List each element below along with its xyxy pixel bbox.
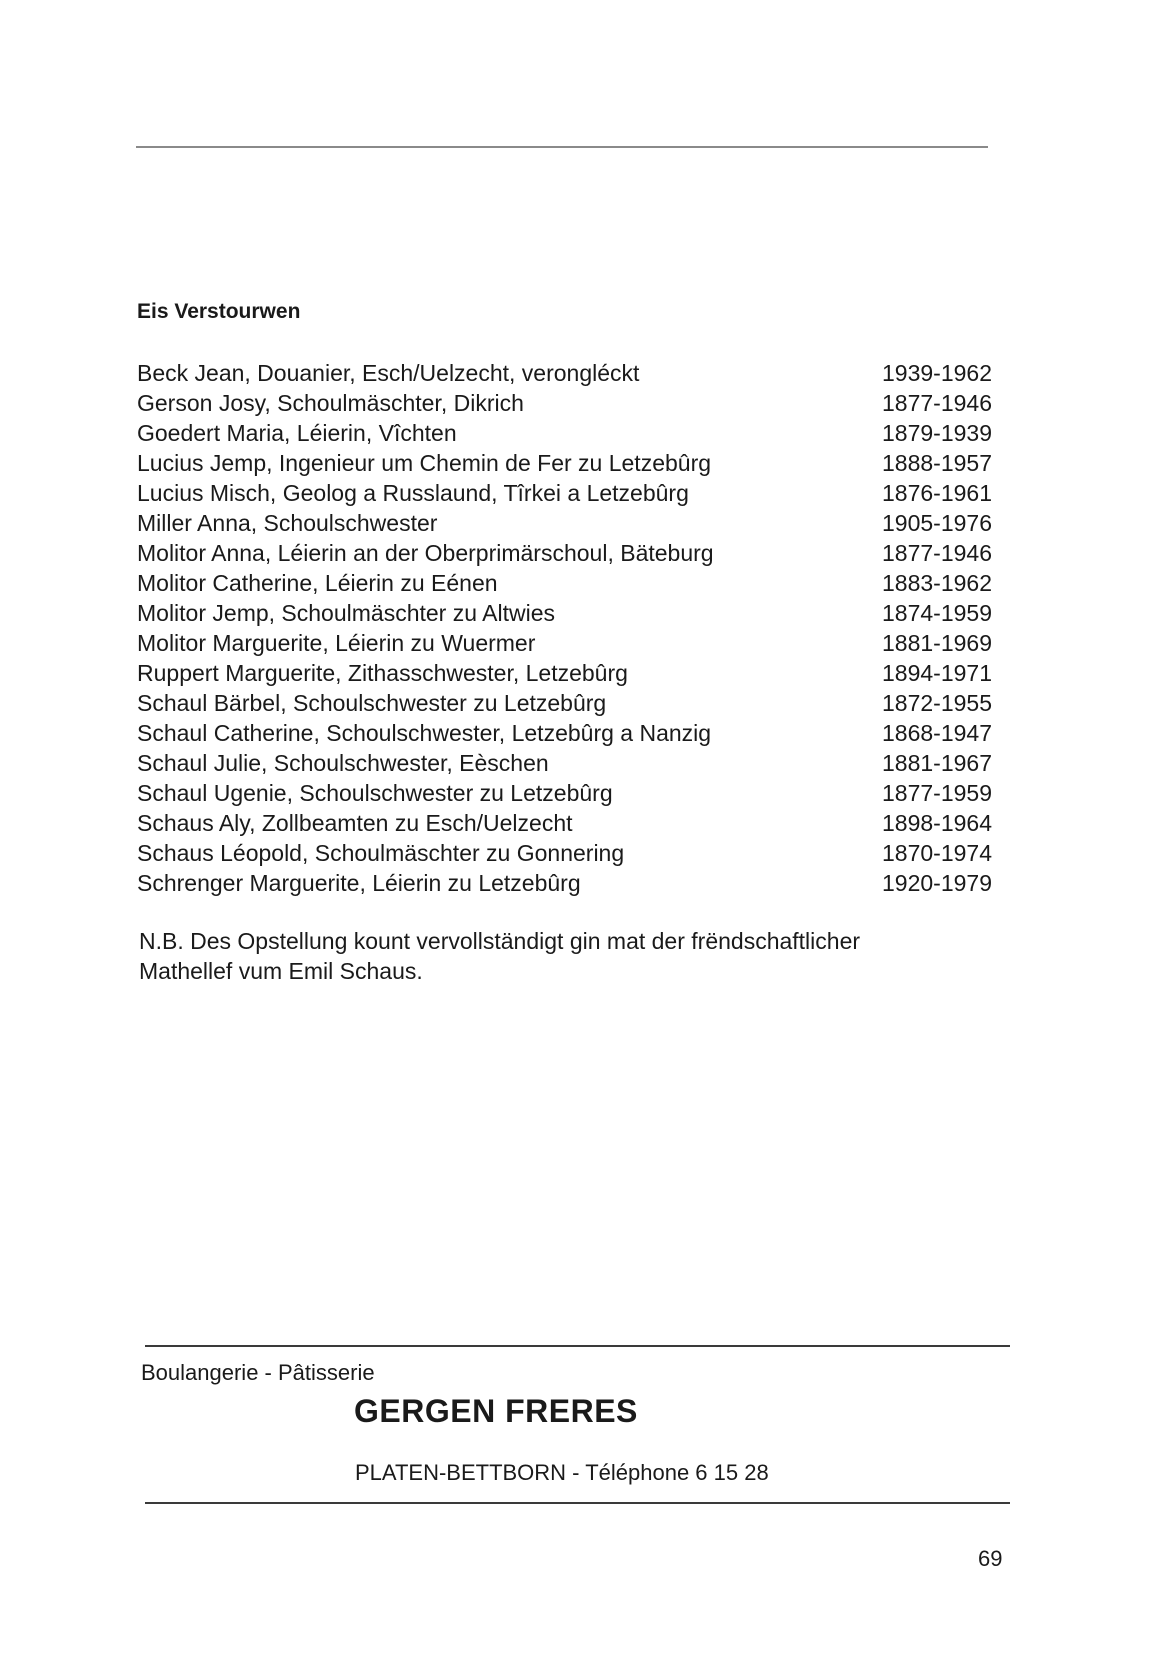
advert-business-name: GERGEN FRERES (354, 1393, 638, 1429)
entry-name: Schaul Catherine, Schoulschwester, Letzebûrg a Nanzig (137, 720, 712, 746)
list-item (137, 778, 992, 808)
section-heading: Eis Verstourwen (137, 300, 301, 323)
list-item (137, 718, 992, 748)
entry-years: 1877-1946 (882, 390, 992, 416)
entry-years: 1883-1962 (882, 570, 992, 596)
entry-name: Schaul Julie, Schoulschwester, Eèschen (137, 750, 549, 776)
entry-name: Schaus Léopold, Schoulmäschter zu Gonnering (137, 840, 625, 866)
list-item (137, 598, 992, 628)
entry-name: Lucius Jemp, Ingenieur um Chemin de Fer zu Letzebûrg (137, 450, 712, 476)
list-item (137, 808, 992, 838)
entry-years: 1872-1955 (882, 690, 992, 716)
note-line-1: N.B. Des Opstellung kount vervollständigt gin mat der frëndschaftlicher (139, 928, 861, 954)
entry-years: 1874-1959 (882, 600, 992, 626)
entry-name: Schaus Aly, Zollbeamten zu Esch/Uelzecht (137, 810, 573, 836)
entry-years: 1876-1961 (882, 480, 992, 506)
list-item (137, 418, 992, 448)
advert-bottom-rule (145, 1502, 1010, 1504)
top-rule (136, 146, 988, 148)
entry-name: Schaul Ugenie, Schoulschwester zu Letzebûrg (137, 780, 613, 806)
entry-years: 1879-1939 (882, 420, 992, 446)
entry-name: Miller Anna, Schoulschwester (137, 510, 438, 536)
entry-years: 1881-1969 (882, 630, 992, 656)
entry-name: Molitor Jemp, Schoulmäschter zu Altwies (137, 600, 555, 626)
list-item (137, 538, 992, 568)
list-item (137, 688, 992, 718)
entry-name: Schrenger Marguerite, Léierin zu Letzebûrg (137, 870, 581, 896)
entry-years: 1905-1976 (882, 510, 992, 536)
entry-name: Gerson Josy, Schoulmäschter, Dikrich (137, 390, 524, 416)
entry-years: 1881-1967 (882, 750, 992, 776)
entry-name: Molitor Catherine, Léierin zu Eénen (137, 570, 498, 596)
entry-years: 1894-1971 (882, 660, 992, 686)
entry-years: 1877-1946 (882, 540, 992, 566)
entry-name: Lucius Misch, Geolog a Russlaund, Tîrkei a Letzebûrg (137, 480, 689, 506)
list-item (137, 478, 992, 508)
advert-address: PLATEN-BETTBORN - Téléphone 6 15 28 (355, 1460, 769, 1485)
list-item (137, 568, 992, 598)
entry-years: 1868-1947 (882, 720, 992, 746)
note-paragraph (139, 926, 994, 986)
entry-name: Beck Jean, Douanier, Esch/Uelzecht, verongléckt (137, 360, 640, 386)
obituary-list (137, 358, 992, 898)
entry-name: Schaul Bärbel, Schoulschwester zu Letzebûrg (137, 690, 607, 716)
entry-years: 1920-1979 (882, 870, 992, 896)
advert-top-rule (145, 1345, 1010, 1347)
list-item (137, 658, 992, 688)
list-item (137, 448, 992, 478)
list-item (137, 628, 992, 658)
list-item (137, 748, 992, 778)
entry-name: Goedert Maria, Léierin, Vîchten (137, 420, 457, 446)
list-item (137, 508, 992, 538)
advert-subtitle: Boulangerie - Pâtisserie (141, 1360, 375, 1385)
entry-years: 1877-1959 (882, 780, 992, 806)
page-number: 69 (978, 1546, 1003, 1571)
entry-name: Molitor Anna, Léierin an der Oberprimärschoul, Bäteburg (137, 540, 714, 566)
entry-years: 1870-1974 (882, 840, 992, 866)
entry-name: Ruppert Marguerite, Zithasschwester, Letzebûrg (137, 660, 628, 686)
note-line-2: Mathellef vum Emil Schaus. (139, 958, 423, 984)
entry-years: 1898-1964 (882, 810, 992, 836)
list-item (137, 838, 992, 868)
entry-name: Molitor Marguerite, Léierin zu Wuermer (137, 630, 536, 656)
list-item (137, 868, 992, 898)
list-item (137, 358, 992, 388)
entry-years: 1888-1957 (882, 450, 992, 476)
entry-years: 1939-1962 (882, 360, 992, 386)
list-item (137, 388, 992, 418)
